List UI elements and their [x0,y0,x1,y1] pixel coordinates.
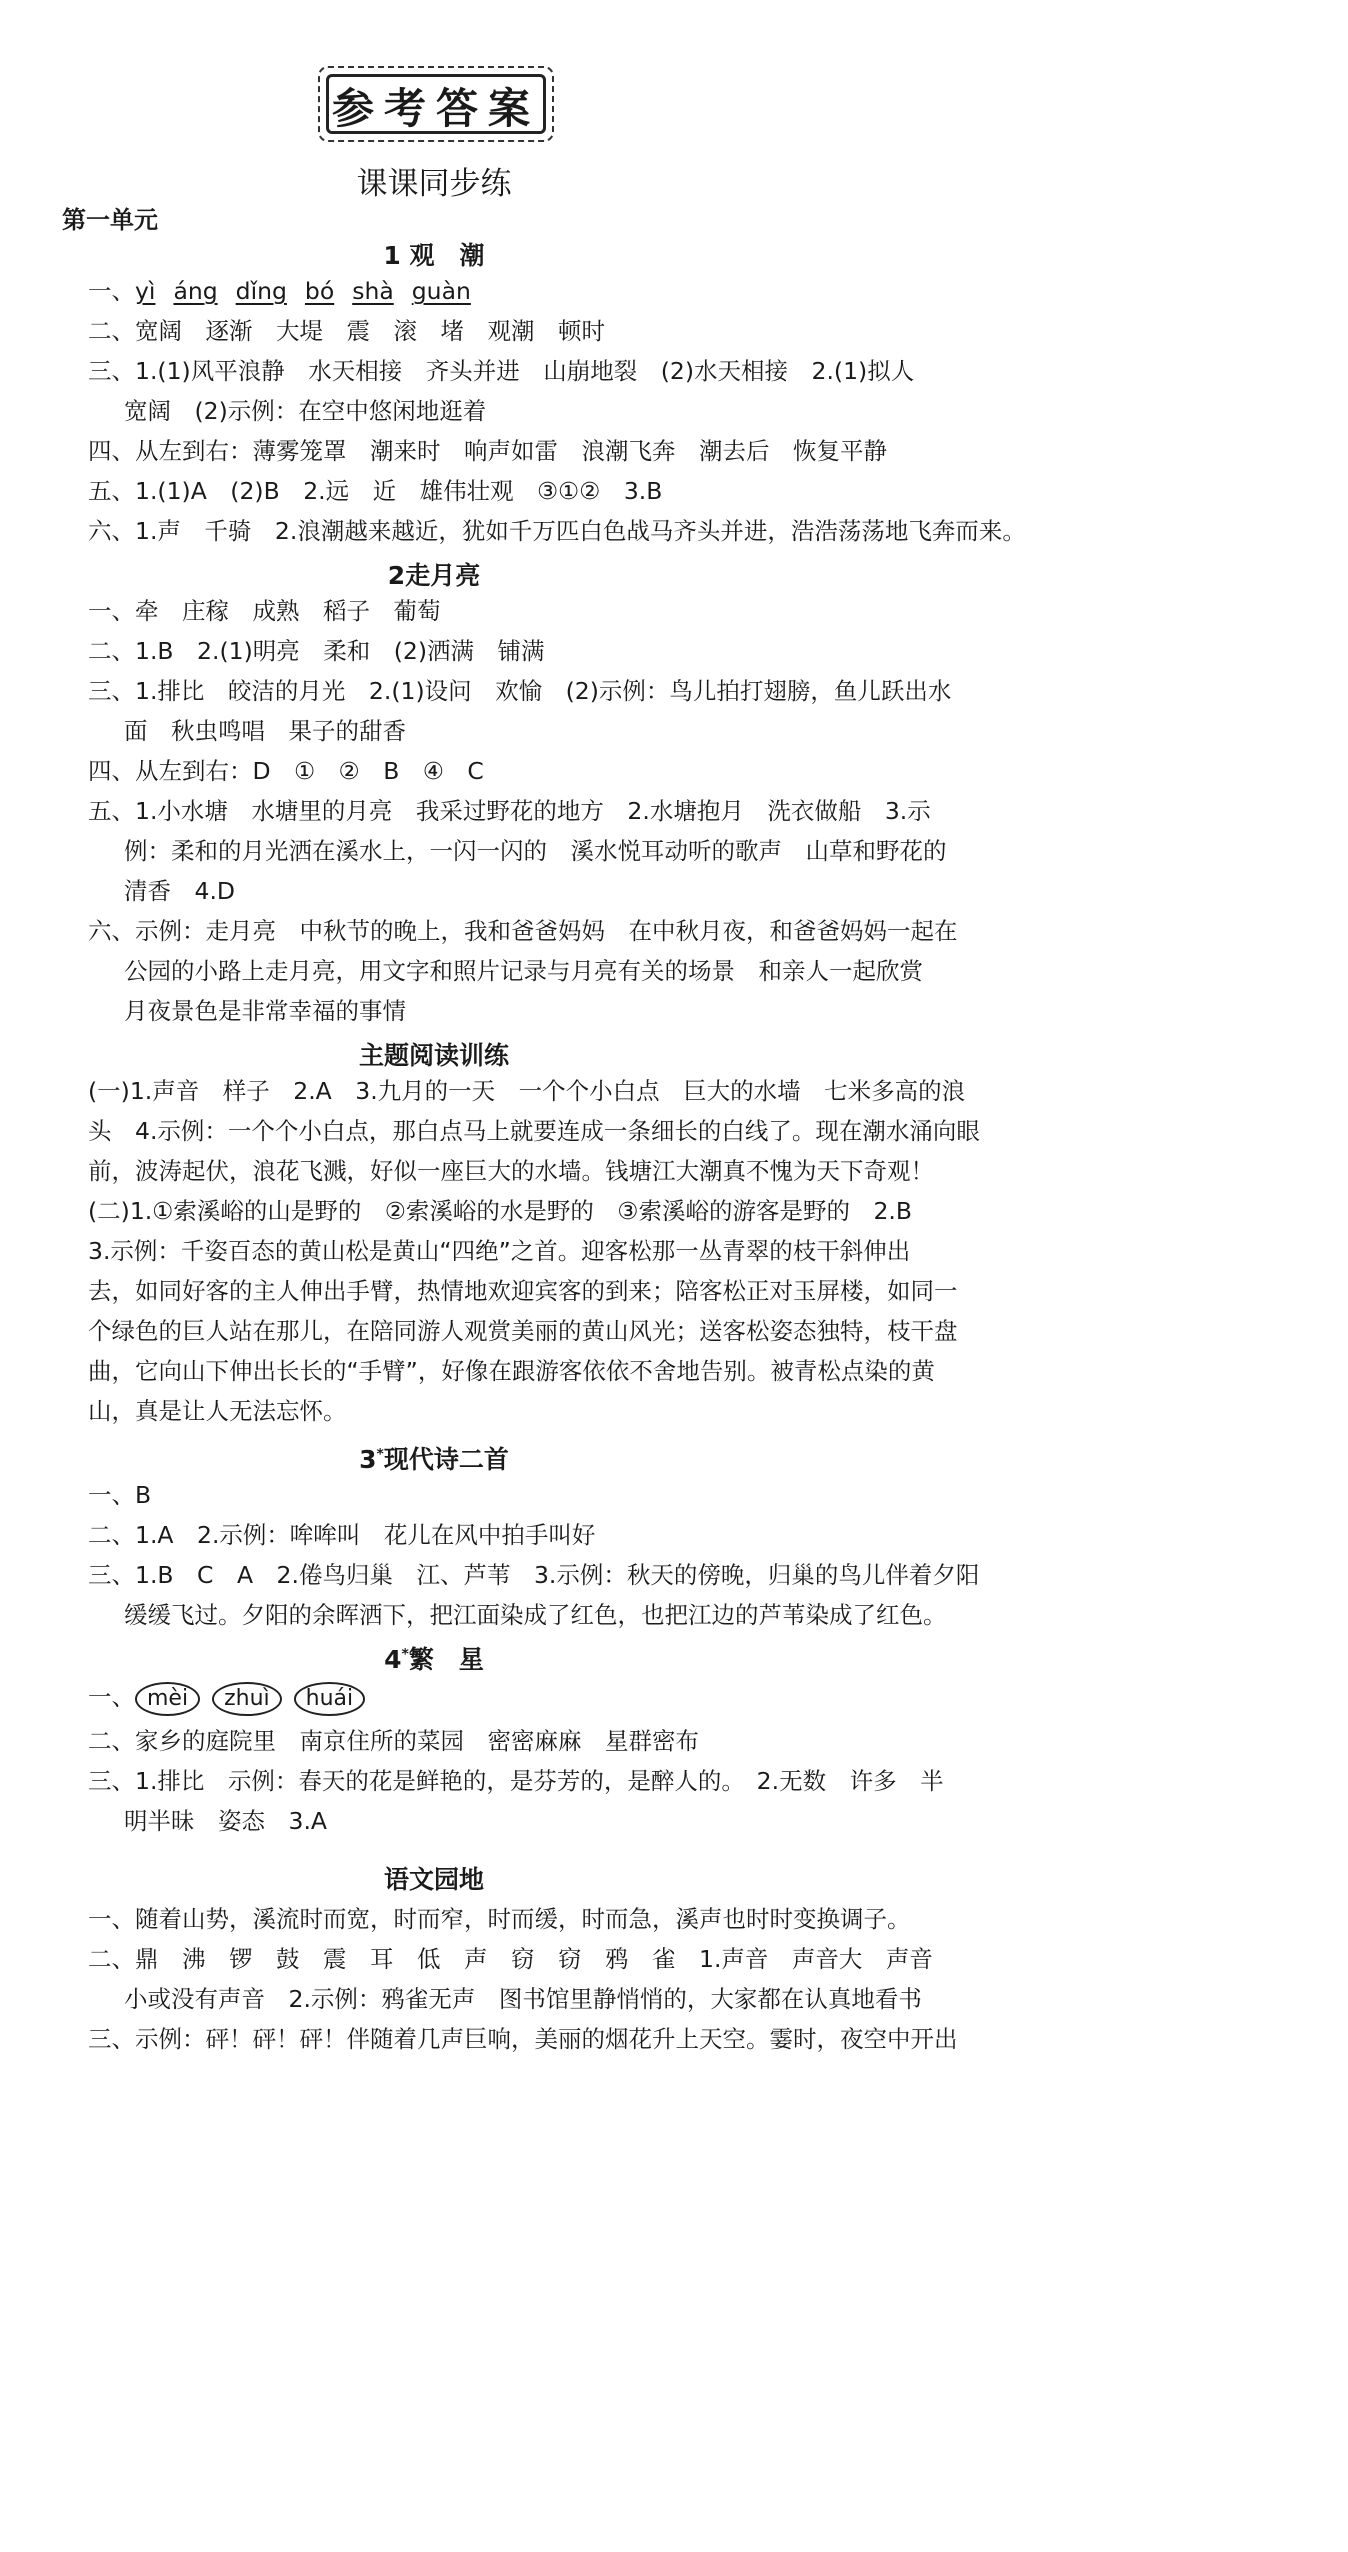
answer-line: 二、家乡的庭院里 南京住所的菜园 密密麻麻 星群密布 [88,1727,699,1755]
pinyin-item: shà [352,277,394,305]
answer-line: 四、从左到右：D ① ② B ④ C [88,757,484,785]
answer-line: 公园的小路上走月亮，用文字和照片记录与月亮有关的场景 和亲人一起欣赏 [124,957,923,985]
section-heading-1 [0,236,868,272]
section-heading-5 [0,1640,868,1676]
answer-line: 例：柔和的月光洒在溪水上，一闪一闪的 溪水悦耳动听的歌声 山草和野花的 [124,837,947,865]
answer-line: (一)1.声音 样子 2.A 3.九月的一天 一个个小白点 巨大的水墙 七米多高的浪 [88,1077,966,1105]
pinyin-oval: huái [294,1682,365,1716]
pinyin-item: dǐng [235,277,287,305]
section-heading-6: 语文园地 [383,1865,484,1894]
answer-line: (二)1.①索溪峪的山是野的 ②索溪峪的水是野的 ③索溪峪的游客是野的 2.B [88,1197,913,1225]
answer-line: 二、鼎 沸 锣 鼓 震 耳 低 声 窃 窃 鸦 雀 1.声音 声音大 声音 [88,1945,933,1973]
section-heading-3: 主题阅读训练 [358,1041,509,1070]
answer-line: 月夜景色是非常幸福的事情 [124,997,406,1025]
subtitle: 课课同步练 [356,166,512,202]
answer-line: 前，波涛起伏，浪花飞溅，好似一座巨大的水墙。钱塘江大潮真不愧为天下奇观！ [88,1157,934,1185]
answer-line: 3.示例：千姿百态的黄山松是黄山“四绝”之首。迎客松那一丛青翠的枝干斜伸出 [88,1237,911,1265]
answer-line: 去，如同好客的主人伸出手臂，热情地欢迎宾客的到来；陪客松正对玉屏楼，如同一 [88,1277,958,1305]
answer-line: 三、1.B C A 2.倦鸟归巢 江、芦苇 3.示例：秋天的傍晚，归巢的鸟儿伴着夕阳 [88,1561,980,1589]
section-num: 3 [359,1445,377,1474]
answer-line: 六、示例：走月亮 中秋节的晚上，我和爸爸妈妈 在中秋月夜，和爸爸妈妈一起在 [88,917,958,945]
section-heading-4 [0,1440,868,1476]
answer-line: 清香 4.D [124,877,236,905]
answer-line: 三、1.排比 皎洁的月光 2.(1)设问 欢愉 (2)示例：鸟儿拍打翅膀，鱼儿跃出水 [88,677,952,705]
answer-line: 三、示例：砰！砰！砰！伴随着几声巨响，美丽的烟花升上天空。霎时，夜空中开出 [88,2025,958,2053]
pinyin-oval: mèi [135,1682,200,1716]
pinyin-line [88,276,471,306]
section-heading-2 [0,556,868,592]
answer-line: 二、1.A 2.示例：哞哞叫 花儿在风中拍手叫好 [88,1521,596,1549]
section-name: 走月亮 [405,561,481,590]
answer-line: 二、1.B 2.(1)明亮 柔和 (2)洒满 铺满 [88,637,545,665]
section-name: 现代诗二首 [383,1445,509,1474]
answer-line: 个绿色的巨人站在那儿，在陪同游人观赏美丽的黄山风光；送客松姿态独特，枝干盘 [88,1317,958,1345]
section-num: 2 [387,561,406,590]
optional-mark: * [376,1446,384,1463]
answer-line: 二、宽阔 逐渐 大堤 震 滚 堵 观潮 顿时 [88,317,605,345]
answer-line: 面 秋虫鸣唱 果子的甜香 [124,717,406,745]
answer-line: 六、1.声 千骑 2.浪潮越来越近，犹如千万匹白色战马齐头并进，浩浩荡荡地飞奔而来。 [88,517,1026,545]
pinyin-line [88,1682,377,1716]
pinyin-item: yì [135,277,156,305]
answer-line: 五、1.(1)A (2)B 2.远 近 雄伟壮观 ③①② 3.B [88,477,663,505]
answer-line: 三、1.排比 示例：春天的花是鲜艳的，是芬芳的，是醉人的。 2.无数 许多 半 [88,1767,944,1795]
section-num: 4 [384,1645,402,1674]
answer-line: 缓缓飞过。夕阳的余晖洒下，把江面染成了红色，也把江边的芦苇染成了红色。 [124,1601,947,1629]
pinyin-oval: zhuì [212,1682,282,1716]
pinyin-prefix: 一、 [88,1683,135,1711]
optional-mark: * [401,1646,409,1663]
answer-line: 一、随着山势，溪流时而宽，时而窄，时而缓，时而急，溪声也时时变换调子。 [88,1905,911,1933]
answer-line: 头 4.示例：一个个小白点，那白点马上就要连成一条细长的白线了。现在潮水涌向眼 [88,1117,980,1145]
page-title: 参考答案 [331,84,540,133]
answer-line: 山，真是让人无法忘怀。 [88,1397,347,1425]
pinyin-item: guàn [411,277,471,305]
answer-line: 一、B [88,1481,152,1509]
answer-line: 小或没有声音 2.示例：鸦雀无声 图书馆里静悄悄的，大家都在认真地看书 [124,1985,922,2013]
pinyin-item: áng [173,277,218,305]
answer-line: 一、牵 庄稼 成熟 稻子 葡萄 [88,597,441,625]
section-name: 观 潮 [409,241,485,270]
answer-line: 曲，它向山下伸出长长的“手臂”，好像在跟游客依依不舍地告别。被青松点染的黄 [88,1357,935,1385]
section-num: 1 [383,241,401,270]
answer-line: 三、1.(1)风平浪静 水天相接 齐头并进 山崩地裂 (2)水天相接 2.(1)拟人 [88,357,915,385]
answer-line: 宽阔 (2)示例：在空中悠闲地逛着 [124,397,487,425]
unit-heading: 第一单元 [62,206,158,234]
answer-line: 四、从左到右：薄雾笼罩 潮来时 响声如雷 浪潮飞奔 潮去后 恢复平静 [88,437,887,465]
pinyin-prefix: 一、 [88,277,135,305]
answer-line: 明半昧 姿态 3.A [124,1807,327,1835]
answer-line: 五、1.小水塘 水塘里的月亮 我采过野花的地方 2.水塘抱月 洗衣做船 3.示 [88,797,931,825]
pinyin-item: bó [304,277,335,305]
section-name: 繁 星 [408,1645,484,1674]
title-frame [318,66,554,142]
